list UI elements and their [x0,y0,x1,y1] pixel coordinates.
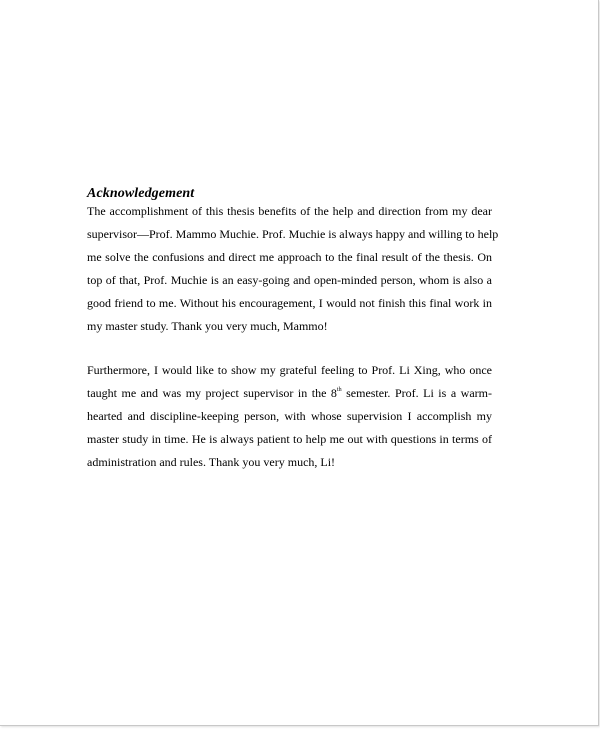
text-line: administration and rules. Thank you very much, Li! [87,455,336,469]
text-line: my master study. Thank you very much, Mammo! [87,319,328,333]
paragraph-supervisor-mammo [87,200,499,338]
text-fragment: semester. Prof. Li is a warm- [341,386,492,400]
text-fragment: taught me and was my project supervisor in the 8 [87,386,337,400]
paragraph-supervisor-li [87,359,492,474]
page-title: Acknowledgement [87,186,195,201]
text-line [87,382,492,405]
ordinal-superscript: th [336,387,342,393]
text-line: top of that, Prof. Muchie is an easy-going and open-minded person, whom is also a [87,273,492,287]
document-content [87,185,499,474]
text-line: The accomplishment of this thesis benefits of the help and direction from my dear [87,204,492,218]
text-line: supervisor—Prof. Mammo Muchie. Prof. Muchie is always happy and willing to help [87,227,499,241]
text-line: Furthermore, I would like to show my grateful feeling to Prof. Li Xing, who once [87,363,492,377]
text-line: me solve the confusions and direct me approach to the final result of the thesis. On [87,250,492,264]
text-line: master study in time. He is always patient to help me out with questions in terms of [87,432,492,446]
text-line: good friend to me. Without his encouragement, I would not finish this final work in [87,296,492,310]
text-line: hearted and discipline-keeping person, with whose supervision I accomplish my [87,409,492,423]
